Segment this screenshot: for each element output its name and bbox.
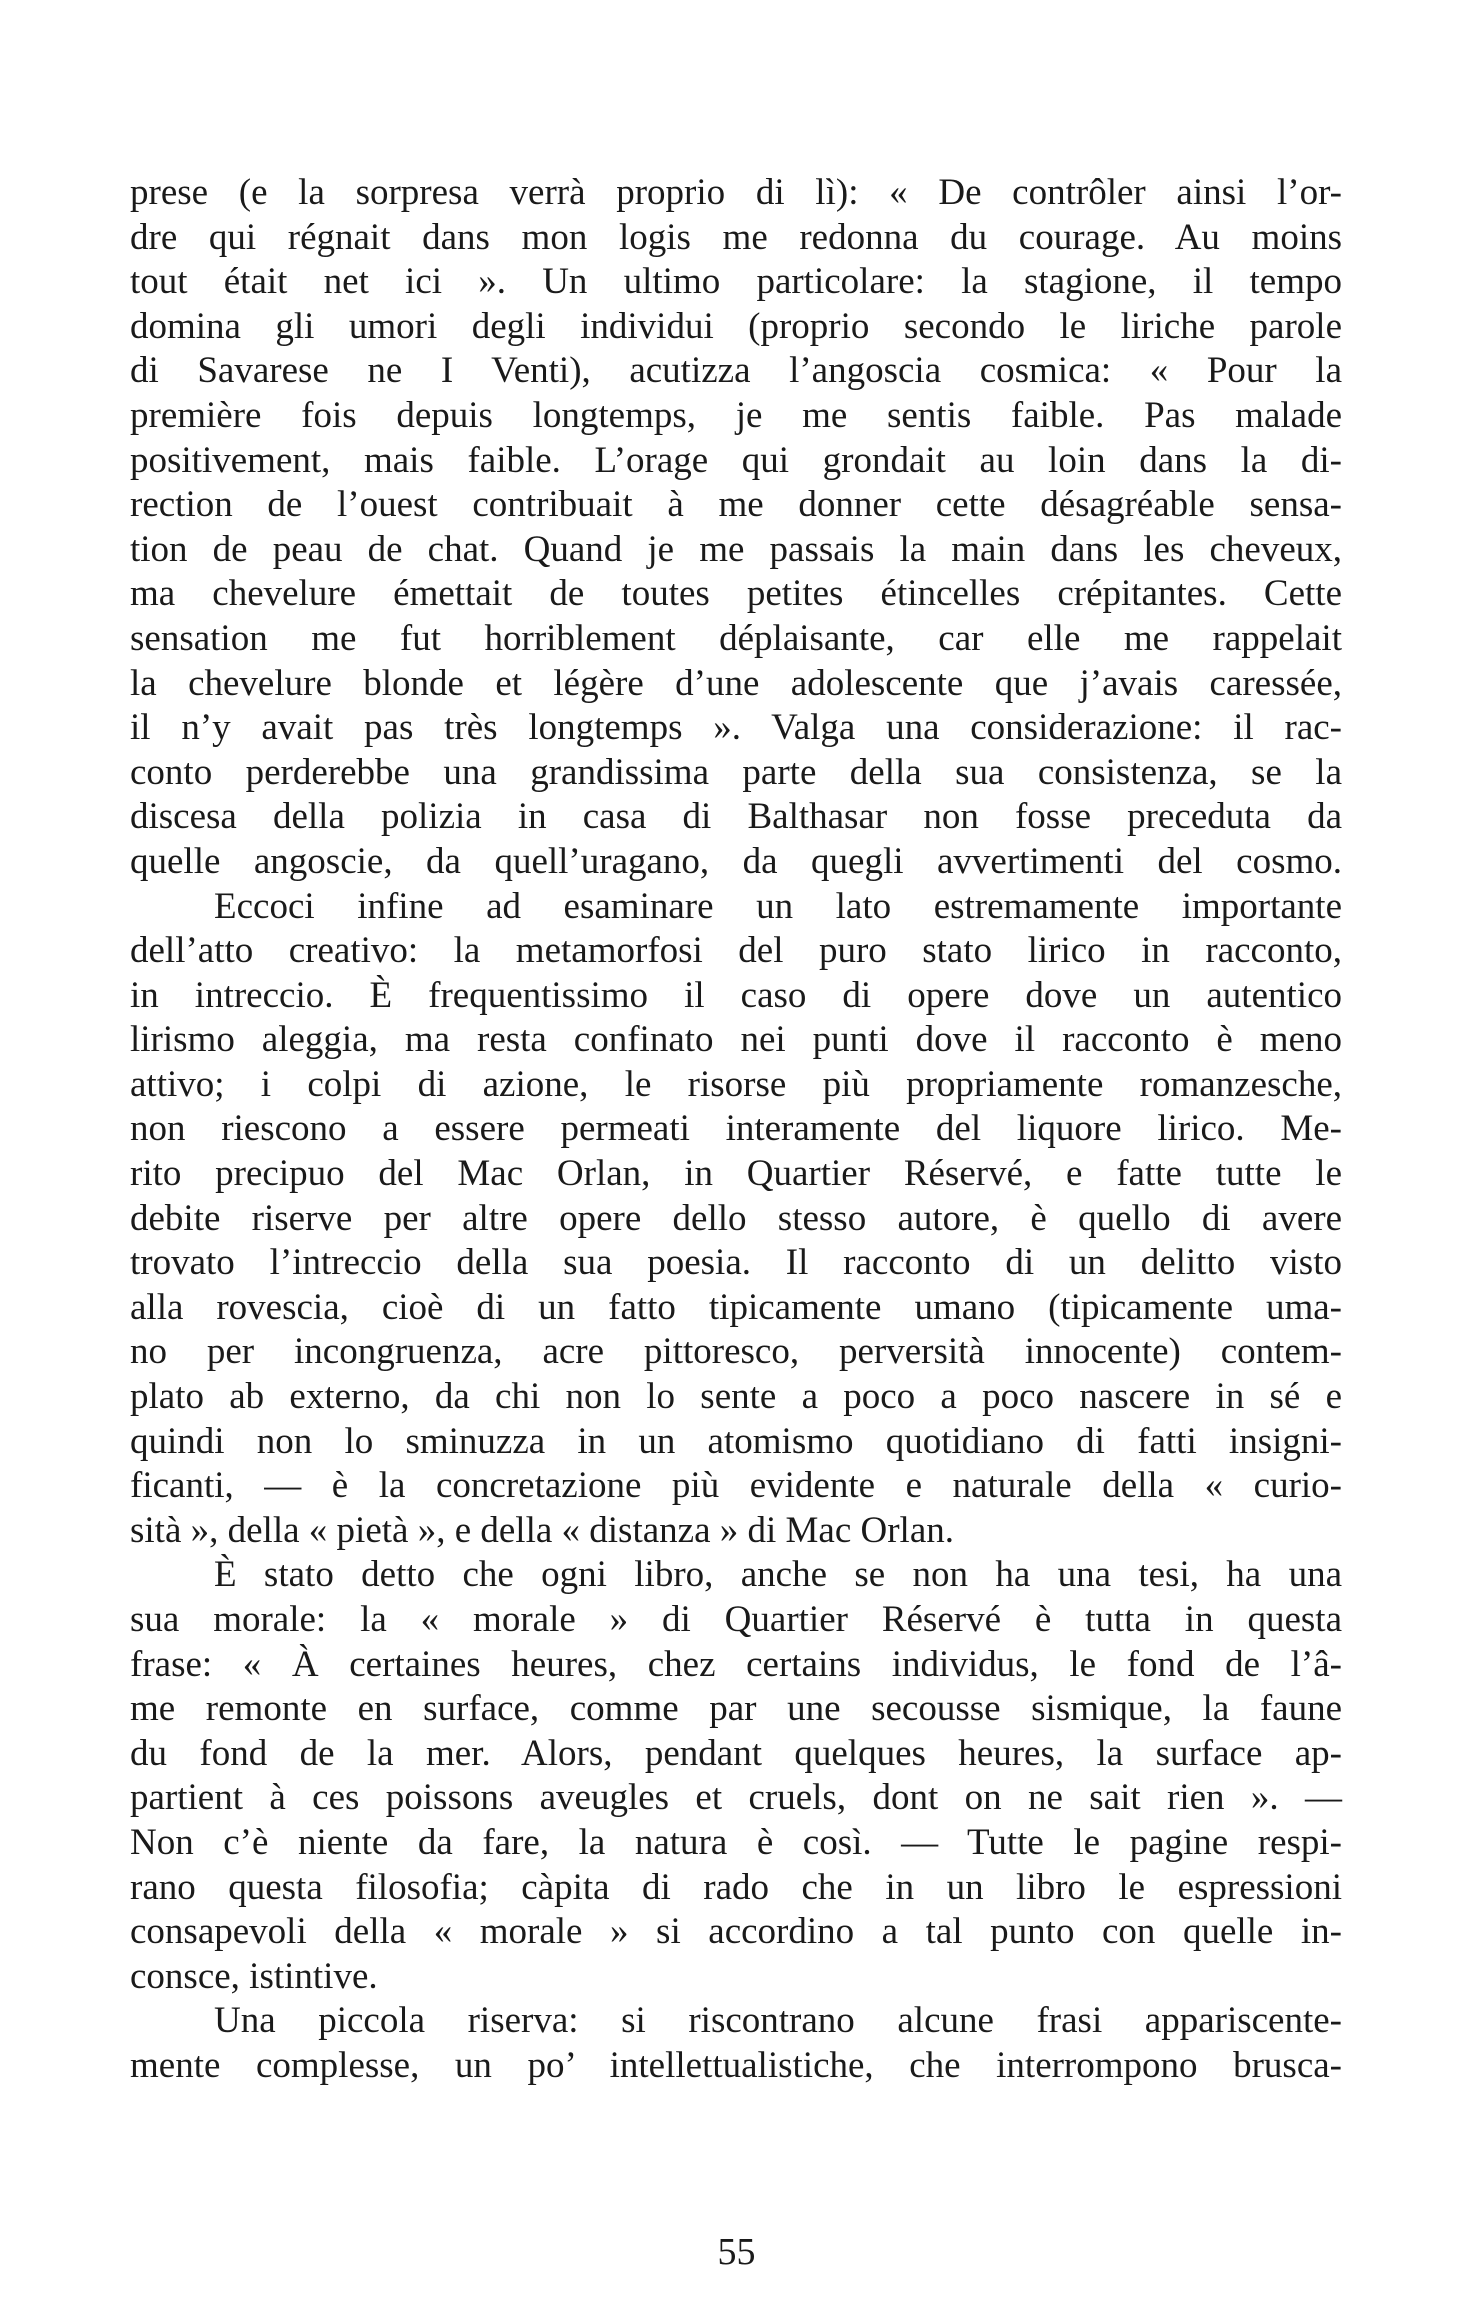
- text-line: di Savarese ne I Venti), acutizza l’angoscia cosmica: « Pour la: [130, 350, 1342, 392]
- text-line: ma chevelure émettait de toutes petites étincelles crépitantes. Cette: [130, 573, 1342, 615]
- text-line: la chevelure blonde et légère d’une adolescente que j’avais caressée,: [130, 662, 1342, 704]
- text-line: frase: « À certaines heures, chez certains individus, le fond de l’â-: [130, 1643, 1342, 1685]
- text-line: conto perderebbe una grandissima parte della sua consistenza, se la: [130, 751, 1342, 793]
- text-line: sensation me fut horriblement déplaisante, car elle me rappelait: [130, 617, 1342, 659]
- body-text: [130, 171, 1342, 2089]
- text-line: mente complesse, un po’ intellettualistiche, che interrompono brusca-: [130, 2044, 1342, 2086]
- text-line: partient à ces poissons aveugles et cruels, dont on ne sait rien ». —: [130, 1777, 1342, 1819]
- text-line: dre qui régnait dans mon logis me redonna du courage. Au moins: [130, 216, 1342, 258]
- text-line: me remonte en surface, comme par une secousse sismique, la faune: [130, 1688, 1342, 1730]
- text-line: non riescono a essere permeati interamente del liquore lirico. Me-: [130, 1108, 1342, 1150]
- paragraph-first-line: Una piccola riserva: si riscontrano alcune frasi appariscente-: [214, 2000, 1342, 2042]
- text-line: première fois depuis longtemps, je me sentis faible. Pas malade: [130, 394, 1342, 436]
- text-line: lirismo aleggia, ma resta confinato nei punti dove il racconto è meno: [130, 1019, 1342, 1061]
- text-line: domina gli umori degli individui (proprio secondo le liriche parole: [130, 305, 1342, 347]
- paragraph-first-line: È stato detto che ogni libro, anche se non ha una tesi, ha una: [214, 1554, 1342, 1596]
- text-line: il n’y avait pas très longtemps ». Valga una considerazione: il rac-: [130, 707, 1342, 749]
- text-line: discesa della polizia in casa di Balthasar non fosse preceduta da: [130, 796, 1342, 838]
- text-line: sità », della « pietà », e della « distanza » di Mac Orlan.: [130, 1509, 955, 1551]
- text-line: alla rovescia, cioè di un fatto tipicamente umano (tipicamente uma-: [130, 1286, 1342, 1328]
- text-line: no per incongruenza, acre pittoresco, perversità innocente) contem-: [130, 1331, 1342, 1373]
- text-line: du fond de la mer. Alors, pendant quelques heures, la surface ap-: [130, 1732, 1342, 1774]
- text-line: dell’atto creativo: la metamorfosi del puro stato lirico in racconto,: [130, 930, 1342, 972]
- text-line: rano questa filosofia; càpita di rado che in un libro le espressioni: [130, 1866, 1342, 1908]
- text-line: positivement, mais faible. L’orage qui grondait au loin dans la di-: [130, 439, 1342, 481]
- text-line: attivo; i colpi di azione, le risorse più propriamente romanzesche,: [130, 1063, 1342, 1105]
- text-line: sua morale: la « morale » di Quartier Réservé è tutta in questa: [130, 1599, 1342, 1640]
- text-line: tout était net ici ». Un ultimo particolare: la stagione, il tempo: [130, 261, 1342, 303]
- text-line: rito precipuo del Mac Orlan, in Quartier Réservé, e fatte tutte le: [130, 1153, 1342, 1195]
- text-line: ficanti, — è la concretazione più evidente e naturale della « curio-: [130, 1465, 1342, 1507]
- text-line: plato ab externo, da chi non lo sente a poco a poco nascere in sé e: [130, 1376, 1342, 1418]
- text-line: quindi non lo sminuzza in un atomismo quotidiano di fatti insigni-: [130, 1420, 1342, 1462]
- page-number: 55: [717, 2231, 756, 2273]
- text-line: quelle angoscie, da quell’uragano, da quegli avvertimenti del cosmo.: [130, 840, 1342, 882]
- text-line: tion de peau de chat. Quand je me passais la main dans les cheveux,: [130, 528, 1342, 570]
- text-line: rection de l’ouest contribuait à me donner cette désagréable sensa-: [130, 484, 1342, 526]
- text-line: in intreccio. È frequentissimo il caso di opere dove un autentico: [130, 974, 1342, 1016]
- text-line: trovato l’intreccio della sua poesia. Il racconto di un delitto visto: [130, 1242, 1342, 1284]
- text-line: prese (e la sorpresa verrà proprio di lì): « De contrôler ainsi l’or-: [130, 172, 1342, 213]
- text-line: consapevoli della « morale » si accordino a tal punto con quelle in-: [130, 1911, 1342, 1953]
- text-line: Non c’è niente da fare, la natura è così. — Tutte le pagine respi-: [130, 1821, 1342, 1863]
- text-line: debite riserve per altre opere dello stesso autore, è quello di avere: [130, 1197, 1342, 1239]
- text-line: consce, istintive.: [130, 1955, 378, 1997]
- paragraph-first-line: Eccoci infine ad esaminare un lato estremamente importante: [214, 885, 1342, 927]
